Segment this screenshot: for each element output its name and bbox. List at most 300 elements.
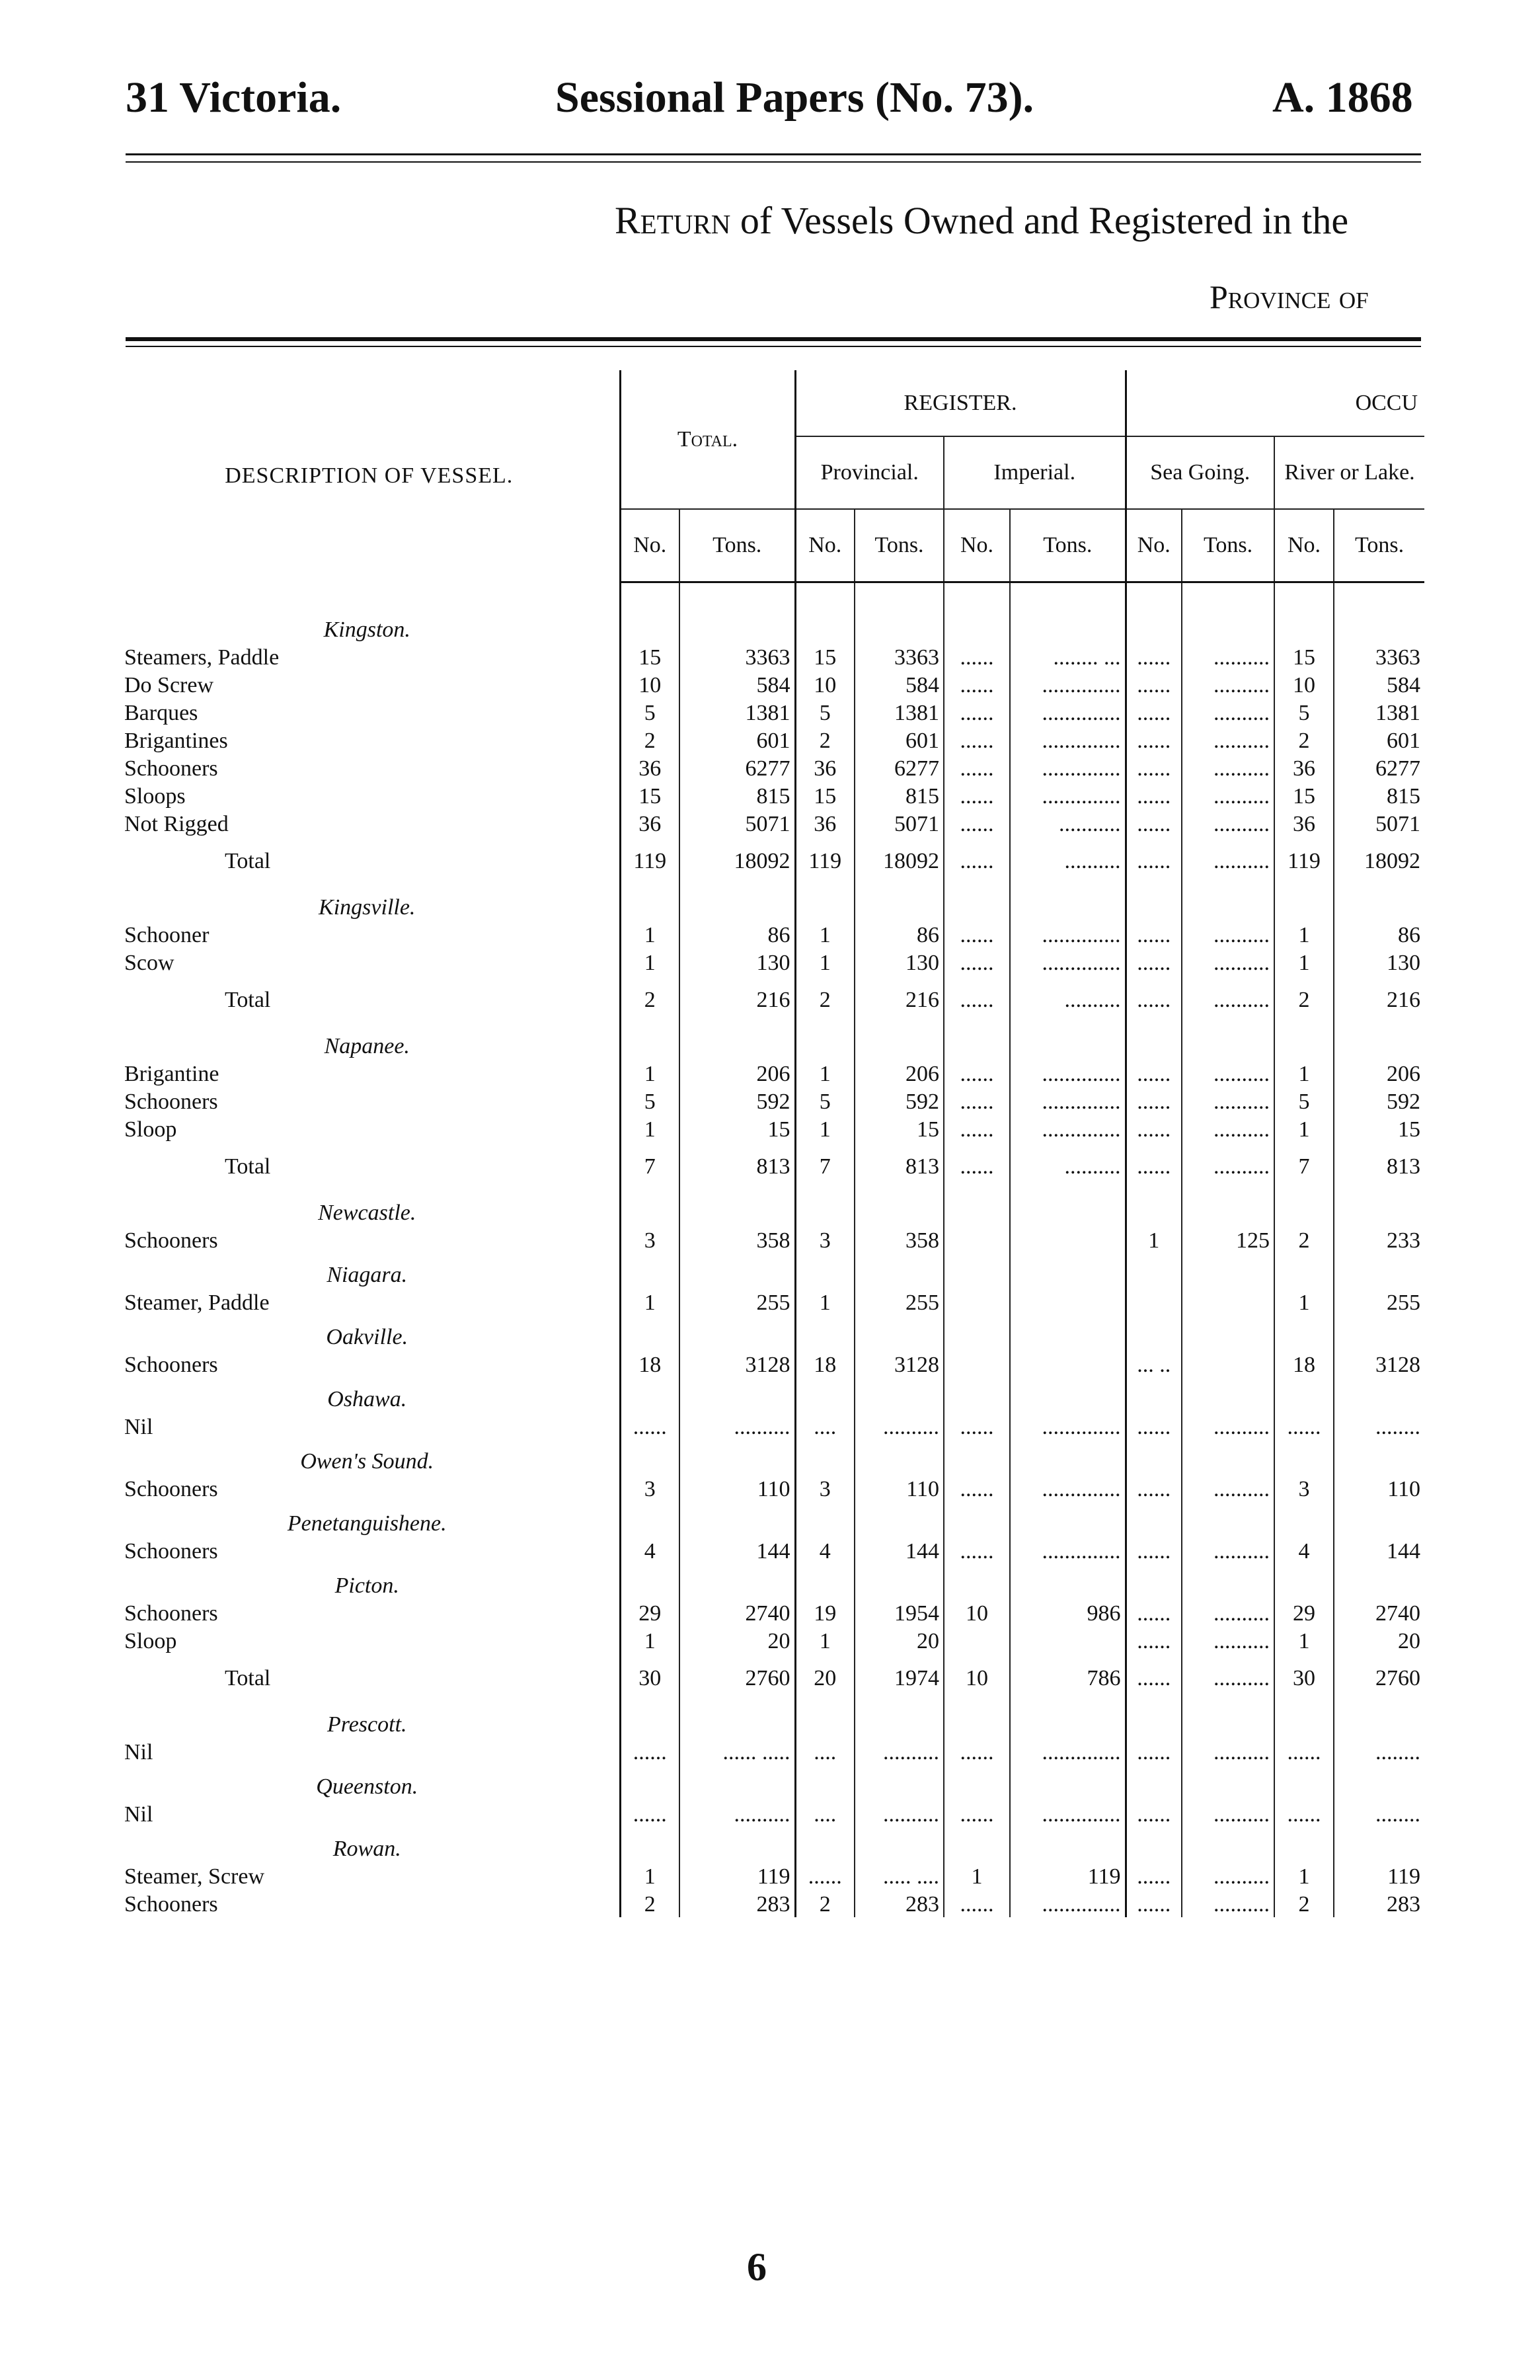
empty-cell: [795, 1827, 855, 1862]
cell-tons: 18092: [1334, 837, 1424, 886]
empty-cell: [620, 608, 679, 643]
empty-cell: [795, 1703, 855, 1737]
cell-tons: 144: [855, 1536, 944, 1564]
cell-tons: 601: [1334, 726, 1424, 754]
empty-cell: [795, 1440, 855, 1474]
cell-no: 5: [620, 1087, 679, 1115]
cell-no: 5: [1274, 698, 1334, 726]
cell-tons: [1182, 1288, 1274, 1316]
cell-no: 36: [1274, 754, 1334, 781]
cell-no: 18: [1274, 1350, 1334, 1378]
cell-no: 1: [620, 1626, 679, 1654]
empty-cell: [679, 1378, 795, 1412]
cell-no: 3: [620, 1226, 679, 1253]
empty-cell: [795, 886, 855, 920]
cell-tons: ..............: [1010, 1474, 1126, 1502]
cell-tons: ..........: [855, 1800, 944, 1827]
cell-no: 1: [1274, 948, 1334, 976]
cell-no: ......: [1126, 781, 1182, 809]
cell-no: ......: [944, 809, 1010, 837]
cell-tons: ..........: [1182, 1115, 1274, 1142]
place-heading-row: [119, 1316, 1424, 1350]
cell-no: ......: [1126, 837, 1182, 886]
table-body: [119, 582, 1424, 1917]
cell-no: 18: [620, 1350, 679, 1378]
empty-cell: [1274, 1502, 1334, 1536]
empty-cell: [795, 1378, 855, 1412]
cell-tons: ..............: [1010, 726, 1126, 754]
empty-cell: [1010, 1253, 1126, 1288]
empty-cell: [944, 1378, 1010, 1412]
cell-no: ......: [1126, 1862, 1182, 1889]
cell-tons: ..............: [1010, 1412, 1126, 1440]
table-row: [119, 809, 1424, 837]
table-row: [119, 698, 1424, 726]
empty-cell: [679, 1440, 795, 1474]
empty-cell: [944, 1703, 1010, 1737]
empty-cell: [1126, 1440, 1182, 1474]
empty-cell: [855, 1765, 944, 1800]
cell-no: 1: [1126, 1226, 1182, 1253]
empty-cell: [1182, 1316, 1274, 1350]
empty-cell: [855, 1253, 944, 1288]
cell-no: ......: [1126, 643, 1182, 670]
empty-cell: [1010, 1316, 1126, 1350]
empty-cell: [1334, 1025, 1424, 1059]
empty-cell: [1010, 1765, 1126, 1800]
table-row: [119, 781, 1424, 809]
table-row: [119, 948, 1424, 976]
total-row: [119, 1654, 1424, 1703]
vessel-description: Do Screw: [124, 673, 214, 697]
cell-no: ......: [944, 837, 1010, 886]
vessel-description: Brigantines: [124, 729, 228, 753]
cell-tons: ..........: [1182, 698, 1274, 726]
cell-tons: ..............: [1010, 1115, 1126, 1142]
cell-no: ......: [944, 1412, 1010, 1440]
empty-cell: [620, 1765, 679, 1800]
cell-tons: ..............: [1010, 1889, 1126, 1917]
cell-tons: ..........: [1182, 1087, 1274, 1115]
cell-tons: 5071: [679, 809, 795, 837]
empty-cell: [1126, 1025, 1182, 1059]
empty-cell: [1010, 1502, 1126, 1536]
cell-no: ......: [1126, 754, 1182, 781]
cell-no: 10: [795, 670, 855, 698]
empty-cell: [944, 1191, 1010, 1226]
empty-cell: [795, 1316, 855, 1350]
cell-tons: ...........: [1010, 809, 1126, 837]
empty-cell: [1126, 1191, 1182, 1226]
cell-tons: 1974: [855, 1654, 944, 1703]
title-lead: Return: [615, 199, 731, 242]
cell-tons: 592: [679, 1087, 795, 1115]
cell-no: 1: [795, 1626, 855, 1654]
cell-no: ......: [1274, 1412, 1334, 1440]
cell-no: ......: [944, 1800, 1010, 1827]
empty-cell: [1334, 1765, 1424, 1800]
cell-no: ......: [1126, 1654, 1182, 1703]
vessel-description: Sloop: [124, 1629, 177, 1653]
cell-tons: ..........: [1182, 1142, 1274, 1191]
cell-tons: 813: [855, 1142, 944, 1191]
cell-no: ......: [944, 698, 1010, 726]
empty-cell: [1010, 1703, 1126, 1737]
cell-tons: 144: [1334, 1536, 1424, 1564]
cell-tons: ..............: [1010, 1800, 1126, 1827]
cell-tons: 216: [679, 976, 795, 1025]
cell-tons: 119: [1334, 1862, 1424, 1889]
empty-cell: [1182, 1191, 1274, 1226]
cell-tons: ..........: [1182, 670, 1274, 698]
place-name: Penetanguishene.: [287, 1511, 447, 1536]
cell-no: 1: [795, 1288, 855, 1316]
cell-tons: 15: [679, 1115, 795, 1142]
cell-no: 4: [1274, 1536, 1334, 1564]
subcol-no: No.: [620, 509, 679, 582]
cell-tons: ..........: [679, 1412, 795, 1440]
place-name: Picton.: [334, 1573, 399, 1598]
cell-tons: 2760: [1334, 1654, 1424, 1703]
table-row: [119, 1115, 1424, 1142]
cell-no: 1: [620, 1059, 679, 1087]
place-name: Prescott.: [327, 1712, 407, 1737]
empty-cell: [1182, 608, 1274, 643]
cell-tons: ..........: [1182, 948, 1274, 976]
cell-tons: ..........: [1182, 1626, 1274, 1654]
cell-tons: ..........: [1182, 976, 1274, 1025]
cell-no: 3: [620, 1474, 679, 1502]
cell-no: 10: [944, 1654, 1010, 1703]
place-name: Napanee.: [324, 1034, 410, 1058]
cell-no: ......: [1126, 1115, 1182, 1142]
col-occu: OCCU: [1126, 370, 1424, 436]
empty-cell: [679, 886, 795, 920]
cell-no: 36: [795, 809, 855, 837]
cell-tons: 813: [679, 1142, 795, 1191]
empty-cell: [855, 1316, 944, 1350]
empty-cell: [1182, 1378, 1274, 1412]
vessel-description: Scow: [124, 951, 174, 975]
cell-tons: ..............: [1010, 1059, 1126, 1087]
cell-no: ......: [1126, 920, 1182, 948]
cell-tons: ..............: [1010, 781, 1126, 809]
cell-no: ......: [795, 1862, 855, 1889]
empty-cell: [855, 608, 944, 643]
cell-no: 30: [1274, 1654, 1334, 1703]
cell-no: 15: [1274, 643, 1334, 670]
cell-tons: 358: [679, 1226, 795, 1253]
vessel-description: Schooners: [124, 1601, 218, 1626]
cell-tons: 1954: [855, 1599, 944, 1626]
title-rule-thin: [126, 346, 1421, 347]
cell-no: ......: [1126, 1087, 1182, 1115]
table-row: [119, 1800, 1424, 1827]
empty-cell: [1334, 1316, 1424, 1350]
cell-tons: 86: [679, 920, 795, 948]
table-row: [119, 1288, 1424, 1316]
subcol-no: No.: [944, 509, 1010, 582]
cell-tons: 86: [1334, 920, 1424, 948]
cell-no: ......: [1126, 1800, 1182, 1827]
cell-tons: 815: [679, 781, 795, 809]
vessel-description: Schooners: [124, 1892, 218, 1917]
cell-no: 15: [1274, 781, 1334, 809]
cell-no: 119: [620, 837, 679, 886]
cell-no: 19: [795, 1599, 855, 1626]
cell-tons: 592: [1334, 1087, 1424, 1115]
cell-tons: 125: [1182, 1226, 1274, 1253]
cell-tons: ..........: [855, 1737, 944, 1765]
place-name: Oshawa.: [327, 1387, 407, 1411]
cell-no: ......: [944, 920, 1010, 948]
empty-cell: [679, 1827, 795, 1862]
empty-cell: [855, 1440, 944, 1474]
empty-cell: [1182, 1703, 1274, 1737]
cell-tons: 255: [855, 1288, 944, 1316]
cell-no: 10: [944, 1599, 1010, 1626]
empty-cell: [855, 1025, 944, 1059]
cell-tons: ..............: [1010, 754, 1126, 781]
vessel-description: Sloop: [124, 1117, 177, 1142]
cell-no: 5: [795, 1087, 855, 1115]
cell-no: [1126, 1288, 1182, 1316]
cell-no: ......: [620, 1800, 679, 1827]
empty-cell: [1274, 1703, 1334, 1737]
cell-tons: 255: [679, 1288, 795, 1316]
cell-tons: ..........: [1182, 1654, 1274, 1703]
cell-tons: 358: [855, 1226, 944, 1253]
vessel-description: Nil: [124, 1740, 153, 1765]
cell-no: 3: [795, 1474, 855, 1502]
empty-cell: [1182, 886, 1274, 920]
empty-cell: [1010, 1191, 1126, 1226]
empty-cell: [1182, 1564, 1274, 1599]
vessel-description: Schooners: [124, 1477, 218, 1501]
cell-no: [944, 1626, 1010, 1654]
place-name: Queenston.: [316, 1774, 418, 1799]
place-heading-row: [119, 1703, 1424, 1737]
empty-cell: [679, 1025, 795, 1059]
empty-cell: [795, 1253, 855, 1288]
cell-no: 36: [1274, 809, 1334, 837]
empty-cell: [679, 1564, 795, 1599]
place-heading-row: [119, 1440, 1424, 1474]
empty-cell: [1126, 1703, 1182, 1737]
cell-tons: ..............: [1010, 1087, 1126, 1115]
table-row: [119, 1889, 1424, 1917]
cell-tons: ..........: [1182, 1889, 1274, 1917]
empty-cell: [855, 1502, 944, 1536]
cell-no: 1: [1274, 1626, 1334, 1654]
vessel-description: Nil: [124, 1802, 153, 1827]
table-row: [119, 1059, 1424, 1087]
vessel-description: Not Rigged: [124, 812, 229, 836]
place-name: Rowan.: [332, 1837, 401, 1861]
cell-no: ......: [1126, 1412, 1182, 1440]
header-left: 31 Victoria.: [126, 73, 342, 122]
cell-tons: ..........: [1010, 837, 1126, 886]
cell-tons: ..........: [1182, 1536, 1274, 1564]
cell-tons: 206: [1334, 1059, 1424, 1087]
cell-tons: 2760: [679, 1654, 795, 1703]
cell-no: 4: [795, 1536, 855, 1564]
cell-no: ......: [1126, 1737, 1182, 1765]
subcol-tons: Tons.: [1334, 509, 1424, 582]
cell-tons: ..............: [1010, 698, 1126, 726]
cell-no: 2: [620, 1889, 679, 1917]
cell-tons: 130: [1334, 948, 1424, 976]
cell-tons: 3128: [855, 1350, 944, 1378]
cell-no: 1: [620, 1862, 679, 1889]
empty-cell: [1334, 608, 1424, 643]
cell-tons: 2740: [1334, 1599, 1424, 1626]
cell-no: ......: [944, 1115, 1010, 1142]
cell-no: 1: [620, 948, 679, 976]
empty-cell: [944, 1564, 1010, 1599]
empty-cell: [795, 1025, 855, 1059]
cell-no: 1: [795, 1115, 855, 1142]
cell-no: ......: [944, 948, 1010, 976]
empty-cell: [795, 1191, 855, 1226]
cell-no: 15: [620, 643, 679, 670]
cell-no: 2: [620, 726, 679, 754]
empty-cell: [1010, 1440, 1126, 1474]
cell-no: 1: [1274, 920, 1334, 948]
empty-cell: [855, 1703, 944, 1737]
cell-tons: 18092: [855, 837, 944, 886]
place-heading-row: [119, 1502, 1424, 1536]
cell-no: 119: [795, 837, 855, 886]
cell-tons: 110: [679, 1474, 795, 1502]
place-heading-row: [119, 1564, 1424, 1599]
cell-no: ......: [1126, 670, 1182, 698]
empty-cell: [1274, 1025, 1334, 1059]
vessel-description: Steamers, Paddle: [124, 645, 280, 670]
cell-tons: ........: [1334, 1800, 1424, 1827]
cell-no: ......: [944, 781, 1010, 809]
cell-tons: 3363: [679, 643, 795, 670]
cell-tons: ..............: [1010, 920, 1126, 948]
empty-cell: [1274, 886, 1334, 920]
cell-no: ......: [1126, 1536, 1182, 1564]
table-row: [119, 1087, 1424, 1115]
cell-tons: ..........: [1182, 754, 1274, 781]
cell-tons: 3128: [679, 1350, 795, 1378]
cell-no: ......: [1126, 809, 1182, 837]
place-heading-row: [119, 1378, 1424, 1412]
empty-cell: [679, 1765, 795, 1800]
cell-no: ......: [944, 1737, 1010, 1765]
cell-no: 5: [620, 698, 679, 726]
cell-tons: ..............: [1010, 1536, 1126, 1564]
cell-no: ......: [1126, 1142, 1182, 1191]
cell-tons: 1381: [679, 698, 795, 726]
cell-no: ......: [944, 1889, 1010, 1917]
cell-no: 5: [1274, 1087, 1334, 1115]
empty-cell: [1010, 886, 1126, 920]
cell-tons: 15: [1334, 1115, 1424, 1142]
empty-cell: [620, 1440, 679, 1474]
vessel-description: Nil: [124, 1415, 153, 1439]
total-label: Total: [225, 1154, 271, 1179]
subcol-tons: Tons.: [855, 509, 944, 582]
cell-tons: 6277: [855, 754, 944, 781]
empty-cell: [795, 1765, 855, 1800]
cell-tons: ..........: [1182, 920, 1274, 948]
cell-no: 15: [795, 643, 855, 670]
cell-no: ......: [1126, 1474, 1182, 1502]
cell-no: 1: [1274, 1288, 1334, 1316]
subcol-tons: Tons.: [1182, 509, 1274, 582]
cell-no: ......: [944, 643, 1010, 670]
vessel-description: Schooners: [124, 1353, 218, 1377]
table-row: [119, 1474, 1424, 1502]
cell-tons: [1182, 1350, 1274, 1378]
cell-tons: 216: [1334, 976, 1424, 1025]
cell-no: 36: [795, 754, 855, 781]
cell-no: 3: [795, 1226, 855, 1253]
subcol-no: No.: [795, 509, 855, 582]
cell-no: ......: [1126, 726, 1182, 754]
cell-no: 1: [1274, 1862, 1334, 1889]
total-label: Total: [225, 849, 271, 873]
table-row: [119, 1862, 1424, 1889]
empty-cell: [1274, 1378, 1334, 1412]
empty-cell: [620, 1378, 679, 1412]
col-total: Total.: [620, 370, 795, 509]
cell-no: 4: [620, 1536, 679, 1564]
cell-no: 1: [620, 1288, 679, 1316]
cell-no: 15: [620, 781, 679, 809]
cell-no: 7: [795, 1142, 855, 1191]
empty-cell: [1126, 1378, 1182, 1412]
page-number: 6: [747, 2245, 767, 2289]
empty-cell: [1274, 1316, 1334, 1350]
total-row: [119, 1142, 1424, 1191]
table-row: [119, 1536, 1424, 1564]
vessel-description: Schooner: [124, 923, 210, 947]
cell-tons: 5071: [1334, 809, 1424, 837]
empty-cell: [1182, 1765, 1274, 1800]
title-rest: of Vessels Owned and Registered in the: [740, 199, 1349, 242]
subcol-no: No.: [1274, 509, 1334, 582]
vessel-description: Schooners: [124, 1539, 218, 1564]
cell-tons: 206: [855, 1059, 944, 1087]
place-name: Kingsville.: [319, 895, 416, 920]
cell-tons: 110: [1334, 1474, 1424, 1502]
empty-cell: [620, 1703, 679, 1737]
cell-tons: 3363: [1334, 643, 1424, 670]
cell-no: ......: [944, 1142, 1010, 1191]
empty-cell: [1010, 1025, 1126, 1059]
cell-no: 2: [795, 726, 855, 754]
empty-cell: [620, 1827, 679, 1862]
cell-no: ......: [620, 1412, 679, 1440]
empty-cell: [1126, 1316, 1182, 1350]
place-name: Kingston.: [323, 617, 410, 642]
cell-no: ......: [944, 1059, 1010, 1087]
cell-no: 36: [620, 809, 679, 837]
cell-tons: 584: [855, 670, 944, 698]
empty-cell: [795, 608, 855, 643]
cell-no: ......: [1126, 976, 1182, 1025]
cell-no: 10: [620, 670, 679, 698]
subcol-no: No.: [1126, 509, 1182, 582]
col-description: DESCRIPTION OF VESSEL.: [225, 463, 514, 488]
cell-tons: 119: [679, 1862, 795, 1889]
cell-tons: 283: [855, 1889, 944, 1917]
